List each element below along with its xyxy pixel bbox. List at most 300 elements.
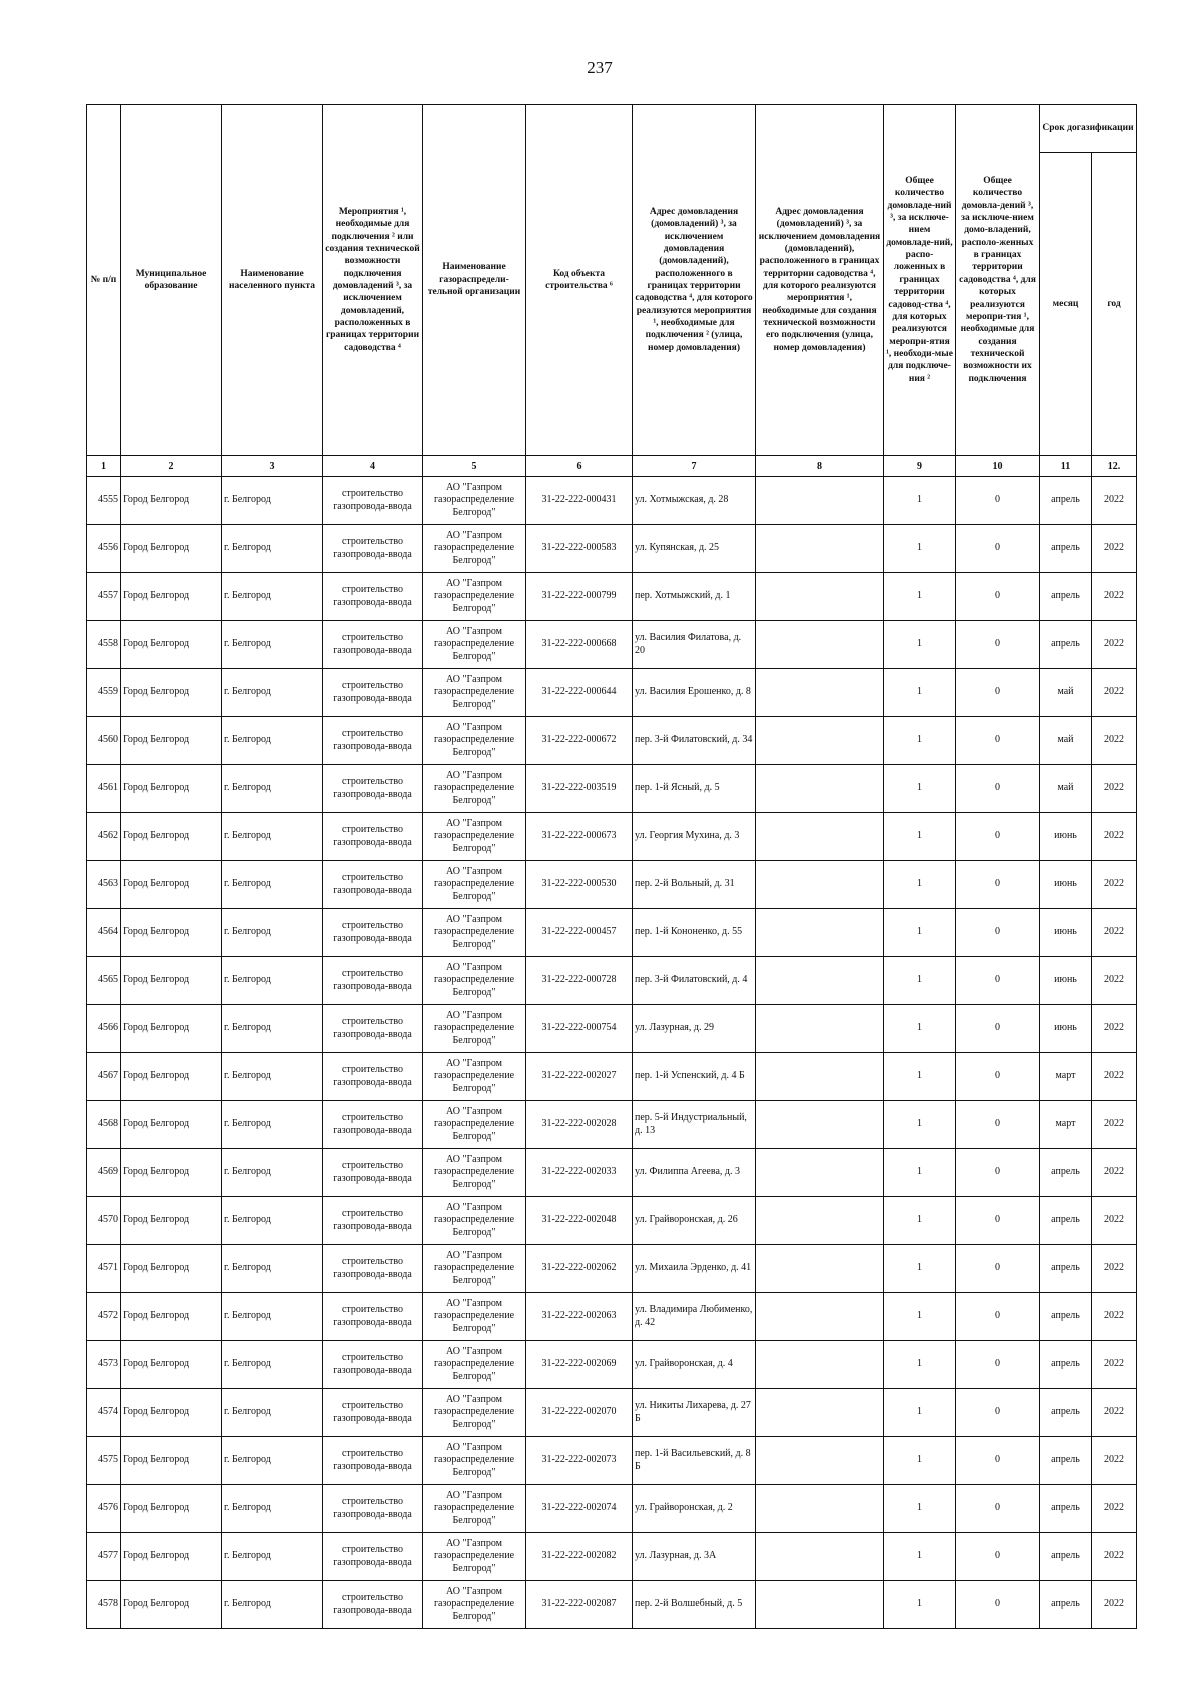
header-gasification-term: Срок догазификации bbox=[1040, 105, 1137, 153]
count-capability-cell: 0 bbox=[956, 909, 1040, 957]
table-row bbox=[87, 1341, 1137, 1389]
address-connection-cell: пер. 5-й Индустриальный, д. 13 bbox=[633, 1101, 756, 1149]
settlement-cell: г. Белгород bbox=[222, 909, 323, 957]
measure-cell: строительство газопровода-ввода bbox=[323, 1437, 423, 1485]
year-cell: 2022 bbox=[1092, 1437, 1137, 1485]
year-cell: 2022 bbox=[1092, 1101, 1137, 1149]
table-row bbox=[87, 1053, 1137, 1101]
year-cell: 2022 bbox=[1092, 669, 1137, 717]
gas-organization-cell: АО "Газпром газораспределение Белгород" bbox=[423, 1485, 526, 1533]
measure-cell: строительство газопровода-ввода bbox=[323, 1293, 423, 1341]
count-connection-cell: 1 bbox=[884, 1245, 956, 1293]
address-capability-cell bbox=[756, 861, 884, 909]
municipality-cell: Город Белгород bbox=[121, 1293, 222, 1341]
table-row bbox=[87, 669, 1137, 717]
measure-cell: строительство газопровода-ввода bbox=[323, 717, 423, 765]
table-row bbox=[87, 1581, 1137, 1629]
address-connection-cell: ул. Грайворонская, д. 26 bbox=[633, 1197, 756, 1245]
address-connection-cell: пер. 2-й Волшебный, д. 5 bbox=[633, 1581, 756, 1629]
column-number: 9 bbox=[884, 456, 956, 477]
column-number: 3 bbox=[222, 456, 323, 477]
settlement-cell: г. Белгород bbox=[222, 477, 323, 525]
month-cell: апрель bbox=[1040, 1197, 1092, 1245]
settlement-cell: г. Белгород bbox=[222, 765, 323, 813]
object-code-cell: 31-22-222-002027 bbox=[526, 1053, 633, 1101]
year-cell: 2022 bbox=[1092, 1293, 1137, 1341]
municipality-cell: Город Белгород bbox=[121, 1101, 222, 1149]
header-month: месяц bbox=[1040, 153, 1092, 456]
table-row bbox=[87, 1197, 1137, 1245]
gas-organization-cell: АО "Газпром газораспределение Белгород" bbox=[423, 477, 526, 525]
count-connection-cell: 1 bbox=[884, 813, 956, 861]
gas-organization-cell: АО "Газпром газораспределение Белгород" bbox=[423, 1053, 526, 1101]
table-row bbox=[87, 621, 1137, 669]
gas-organization-cell: АО "Газпром газораспределение Белгород" bbox=[423, 1437, 526, 1485]
gas-organization-cell: АО "Газпром газораспределение Белгород" bbox=[423, 813, 526, 861]
count-capability-cell: 0 bbox=[956, 1005, 1040, 1053]
gas-organization-cell: АО "Газпром газораспределение Белгород" bbox=[423, 1245, 526, 1293]
column-number: 10 bbox=[956, 456, 1040, 477]
count-capability-cell: 0 bbox=[956, 1389, 1040, 1437]
address-capability-cell bbox=[756, 1389, 884, 1437]
table-row bbox=[87, 1245, 1137, 1293]
address-capability-cell bbox=[756, 573, 884, 621]
settlement-cell: г. Белгород bbox=[222, 1533, 323, 1581]
count-connection-cell: 1 bbox=[884, 957, 956, 1005]
count-capability-cell: 0 bbox=[956, 525, 1040, 573]
measure-cell: строительство газопровода-ввода bbox=[323, 813, 423, 861]
gas-organization-cell: АО "Газпром газораспределение Белгород" bbox=[423, 621, 526, 669]
year-cell: 2022 bbox=[1092, 1485, 1137, 1533]
table-row bbox=[87, 1101, 1137, 1149]
address-connection-cell: ул. Грайворонская, д. 2 bbox=[633, 1485, 756, 1533]
count-connection-cell: 1 bbox=[884, 621, 956, 669]
address-connection-cell: ул. Василия Филатова, д. 20 bbox=[633, 621, 756, 669]
municipality-cell: Город Белгород bbox=[121, 1245, 222, 1293]
table-row bbox=[87, 525, 1137, 573]
table-row bbox=[87, 909, 1137, 957]
table-row bbox=[87, 1005, 1137, 1053]
address-connection-cell: ул. Купянская, д. 25 bbox=[633, 525, 756, 573]
municipality-cell: Город Белгород bbox=[121, 1053, 222, 1101]
row-number-cell: 4577 bbox=[87, 1533, 121, 1581]
address-capability-cell bbox=[756, 669, 884, 717]
measure-cell: строительство газопровода-ввода bbox=[323, 669, 423, 717]
month-cell: июнь bbox=[1040, 1005, 1092, 1053]
gas-organization-cell: АО "Газпром газораспределение Белгород" bbox=[423, 1581, 526, 1629]
settlement-cell: г. Белгород bbox=[222, 1437, 323, 1485]
count-connection-cell: 1 bbox=[884, 1533, 956, 1581]
year-cell: 2022 bbox=[1092, 813, 1137, 861]
address-capability-cell bbox=[756, 1197, 884, 1245]
table-row bbox=[87, 1149, 1137, 1197]
row-number-cell: 4571 bbox=[87, 1245, 121, 1293]
address-connection-cell: пер. 1-й Кононенко, д. 55 bbox=[633, 909, 756, 957]
settlement-cell: г. Белгород bbox=[222, 1197, 323, 1245]
measure-cell: строительство газопровода-ввода bbox=[323, 621, 423, 669]
measure-cell: строительство газопровода-ввода bbox=[323, 1149, 423, 1197]
count-connection-cell: 1 bbox=[884, 1053, 956, 1101]
settlement-cell: г. Белгород bbox=[222, 717, 323, 765]
address-capability-cell bbox=[756, 1533, 884, 1581]
count-connection-cell: 1 bbox=[884, 861, 956, 909]
object-code-cell: 31-22-222-000673 bbox=[526, 813, 633, 861]
address-connection-cell: ул. Георгия Мухина, д. 3 bbox=[633, 813, 756, 861]
object-code-cell: 31-22-222-000799 bbox=[526, 573, 633, 621]
row-number-cell: 4572 bbox=[87, 1293, 121, 1341]
row-number-cell: 4574 bbox=[87, 1389, 121, 1437]
year-cell: 2022 bbox=[1092, 909, 1137, 957]
gas-organization-cell: АО "Газпром газораспределение Белгород" bbox=[423, 1389, 526, 1437]
year-cell: 2022 bbox=[1092, 573, 1137, 621]
count-connection-cell: 1 bbox=[884, 765, 956, 813]
municipality-cell: Город Белгород bbox=[121, 1437, 222, 1485]
count-capability-cell: 0 bbox=[956, 1293, 1040, 1341]
header-number: № п/п bbox=[87, 105, 121, 456]
header-municipality: Муниципальное образование bbox=[121, 105, 222, 456]
settlement-cell: г. Белгород bbox=[222, 861, 323, 909]
address-capability-cell bbox=[756, 957, 884, 1005]
object-code-cell: 31-22-222-002087 bbox=[526, 1581, 633, 1629]
row-number-cell: 4566 bbox=[87, 1005, 121, 1053]
year-cell: 2022 bbox=[1092, 1341, 1137, 1389]
object-code-cell: 31-22-222-000644 bbox=[526, 669, 633, 717]
page-number: 237 bbox=[587, 58, 613, 77]
object-code-cell: 31-22-222-002048 bbox=[526, 1197, 633, 1245]
settlement-cell: г. Белгород bbox=[222, 1053, 323, 1101]
address-capability-cell bbox=[756, 1005, 884, 1053]
table-row bbox=[87, 1437, 1137, 1485]
table-row bbox=[87, 477, 1137, 525]
month-cell: апрель bbox=[1040, 477, 1092, 525]
header-address-capability: Адрес домовладения (домовладений) ³, за исключением домовладения (домовладений), расположенного в границах территории садоводства ⁴, для которого реализуются мероприятия ¹, необходимые для создания технической возможности его подключения (улица, номер домовладения) bbox=[756, 105, 884, 456]
count-connection-cell: 1 bbox=[884, 477, 956, 525]
municipality-cell: Город Белгород bbox=[121, 909, 222, 957]
count-capability-cell: 0 bbox=[956, 813, 1040, 861]
municipality-cell: Город Белгород bbox=[121, 1341, 222, 1389]
year-cell: 2022 bbox=[1092, 477, 1137, 525]
table-row bbox=[87, 1533, 1137, 1581]
row-number-cell: 4569 bbox=[87, 1149, 121, 1197]
settlement-cell: г. Белгород bbox=[222, 1245, 323, 1293]
header-settlement: Наименование населенного пункта bbox=[222, 105, 323, 456]
year-cell: 2022 bbox=[1092, 525, 1137, 573]
row-number-cell: 4555 bbox=[87, 477, 121, 525]
table-row bbox=[87, 573, 1137, 621]
count-connection-cell: 1 bbox=[884, 1293, 956, 1341]
object-code-cell: 31-22-222-002028 bbox=[526, 1101, 633, 1149]
address-connection-cell: ул. Лазурная, д. 29 bbox=[633, 1005, 756, 1053]
count-capability-cell: 0 bbox=[956, 1197, 1040, 1245]
table-row bbox=[87, 1389, 1137, 1437]
count-connection-cell: 1 bbox=[884, 669, 956, 717]
count-capability-cell: 0 bbox=[956, 1149, 1040, 1197]
year-cell: 2022 bbox=[1092, 861, 1137, 909]
gas-organization-cell: АО "Газпром газораспределение Белгород" bbox=[423, 1533, 526, 1581]
row-number-cell: 4575 bbox=[87, 1437, 121, 1485]
count-capability-cell: 0 bbox=[956, 477, 1040, 525]
object-code-cell: 31-22-222-000530 bbox=[526, 861, 633, 909]
month-cell: май bbox=[1040, 765, 1092, 813]
measure-cell: строительство газопровода-ввода bbox=[323, 1389, 423, 1437]
gas-organization-cell: АО "Газпром газораспределение Белгород" bbox=[423, 1341, 526, 1389]
year-cell: 2022 bbox=[1092, 1389, 1137, 1437]
header-object-code: Код объекта строительства ⁶ bbox=[526, 105, 633, 456]
measure-cell: строительство газопровода-ввода bbox=[323, 765, 423, 813]
object-code-cell: 31-22-222-000668 bbox=[526, 621, 633, 669]
object-code-cell: 31-22-222-002073 bbox=[526, 1437, 633, 1485]
table-row bbox=[87, 813, 1137, 861]
address-capability-cell bbox=[756, 909, 884, 957]
count-connection-cell: 1 bbox=[884, 909, 956, 957]
measure-cell: строительство газопровода-ввода bbox=[323, 1005, 423, 1053]
settlement-cell: г. Белгород bbox=[222, 1389, 323, 1437]
object-code-cell: 31-22-222-003519 bbox=[526, 765, 633, 813]
count-capability-cell: 0 bbox=[956, 765, 1040, 813]
year-cell: 2022 bbox=[1092, 1533, 1137, 1581]
address-capability-cell bbox=[756, 1101, 884, 1149]
address-connection-cell: пер. 1-й Васильевский, д. 8 Б bbox=[633, 1437, 756, 1485]
month-cell: апрель bbox=[1040, 1341, 1092, 1389]
year-cell: 2022 bbox=[1092, 1581, 1137, 1629]
count-connection-cell: 1 bbox=[884, 1581, 956, 1629]
settlement-cell: г. Белгород bbox=[222, 957, 323, 1005]
row-number-cell: 4560 bbox=[87, 717, 121, 765]
object-code-cell: 31-22-222-000754 bbox=[526, 1005, 633, 1053]
count-capability-cell: 0 bbox=[956, 957, 1040, 1005]
count-connection-cell: 1 bbox=[884, 1485, 956, 1533]
month-cell: апрель bbox=[1040, 621, 1092, 669]
address-capability-cell bbox=[756, 525, 884, 573]
municipality-cell: Город Белгород bbox=[121, 1389, 222, 1437]
municipality-cell: Город Белгород bbox=[121, 1581, 222, 1629]
month-cell: апрель bbox=[1040, 1245, 1092, 1293]
gas-organization-cell: АО "Газпром газораспределение Белгород" bbox=[423, 1101, 526, 1149]
table-row bbox=[87, 717, 1137, 765]
year-cell: 2022 bbox=[1092, 1005, 1137, 1053]
address-capability-cell bbox=[756, 1581, 884, 1629]
month-cell: май bbox=[1040, 717, 1092, 765]
count-capability-cell: 0 bbox=[956, 573, 1040, 621]
header-count-capability: Общее количество домовла-дений ³, за исключе-нием домо-владений, располо-женных в границах территории садоводства ⁴, для которых реализуются меропри-тия ¹, необходимые для создания технической возможности их подключения bbox=[956, 105, 1040, 456]
measure-cell: строительство газопровода-ввода bbox=[323, 909, 423, 957]
count-capability-cell: 0 bbox=[956, 669, 1040, 717]
measure-cell: строительство газопровода-ввода bbox=[323, 1245, 423, 1293]
address-connection-cell: ул. Владимира Любименко, д. 42 bbox=[633, 1293, 756, 1341]
address-connection-cell: ул. Михаила Эрденко, д. 41 bbox=[633, 1245, 756, 1293]
column-number: 8 bbox=[756, 456, 884, 477]
gas-organization-cell: АО "Газпром газораспределение Белгород" bbox=[423, 1149, 526, 1197]
address-capability-cell bbox=[756, 1245, 884, 1293]
measure-cell: строительство газопровода-ввода bbox=[323, 1581, 423, 1629]
municipality-cell: Город Белгород bbox=[121, 525, 222, 573]
count-connection-cell: 1 bbox=[884, 1389, 956, 1437]
municipality-cell: Город Белгород bbox=[121, 1197, 222, 1245]
gas-organization-cell: АО "Газпром газораспределение Белгород" bbox=[423, 957, 526, 1005]
row-number-cell: 4567 bbox=[87, 1053, 121, 1101]
row-number-cell: 4564 bbox=[87, 909, 121, 957]
address-capability-cell bbox=[756, 621, 884, 669]
address-connection-cell: ул. Филиппа Агеева, д. 3 bbox=[633, 1149, 756, 1197]
measure-cell: строительство газопровода-ввода bbox=[323, 1101, 423, 1149]
month-cell: апрель bbox=[1040, 1149, 1092, 1197]
address-capability-cell bbox=[756, 1293, 884, 1341]
column-number: 11 bbox=[1040, 456, 1092, 477]
row-number-cell: 4565 bbox=[87, 957, 121, 1005]
object-code-cell: 31-22-222-002070 bbox=[526, 1389, 633, 1437]
column-number: 12. bbox=[1092, 456, 1137, 477]
object-code-cell: 31-22-222-000431 bbox=[526, 477, 633, 525]
header-measures: Мероприятия ¹, необходимые для подключения ² или создания технической возможности подключения домовладений ³, за исключением домовладений, расположенных в границах территории садоводства ⁴ bbox=[323, 105, 423, 456]
gas-organization-cell: АО "Газпром газораспределение Белгород" bbox=[423, 717, 526, 765]
settlement-cell: г. Белгород bbox=[222, 669, 323, 717]
row-number-cell: 4557 bbox=[87, 573, 121, 621]
month-cell: апрель bbox=[1040, 1293, 1092, 1341]
gas-organization-cell: АО "Газпром газораспределение Белгород" bbox=[423, 1293, 526, 1341]
row-number-cell: 4561 bbox=[87, 765, 121, 813]
count-connection-cell: 1 bbox=[884, 717, 956, 765]
address-connection-cell: пер. 1-й Успенский, д. 4 Б bbox=[633, 1053, 756, 1101]
address-capability-cell bbox=[756, 765, 884, 813]
row-number-cell: 4562 bbox=[87, 813, 121, 861]
table-row bbox=[87, 1485, 1137, 1533]
month-cell: март bbox=[1040, 1101, 1092, 1149]
measure-cell: строительство газопровода-ввода bbox=[323, 477, 423, 525]
year-cell: 2022 bbox=[1092, 1053, 1137, 1101]
table-row bbox=[87, 957, 1137, 1005]
address-connection-cell: ул. Василия Ерошенко, д. 8 bbox=[633, 669, 756, 717]
count-capability-cell: 0 bbox=[956, 717, 1040, 765]
row-number-cell: 4556 bbox=[87, 525, 121, 573]
count-capability-cell: 0 bbox=[956, 621, 1040, 669]
address-capability-cell bbox=[756, 1053, 884, 1101]
address-capability-cell bbox=[756, 1437, 884, 1485]
settlement-cell: г. Белгород bbox=[222, 1293, 323, 1341]
address-capability-cell bbox=[756, 813, 884, 861]
count-capability-cell: 0 bbox=[956, 1581, 1040, 1629]
object-code-cell: 31-22-222-000672 bbox=[526, 717, 633, 765]
gas-organization-cell: АО "Газпром газораспределение Белгород" bbox=[423, 573, 526, 621]
settlement-cell: г. Белгород bbox=[222, 1005, 323, 1053]
gas-organization-cell: АО "Газпром газораспределение Белгород" bbox=[423, 909, 526, 957]
header-address-connection: Адрес домовладения (домовладений) ³, за исключением домовладения (домовладений), расположенного в границах территории садоводства ⁴, для которого реализуются мероприятия ¹, необходимые для подключения ² (улица, номер домовладения) bbox=[633, 105, 756, 456]
count-connection-cell: 1 bbox=[884, 1005, 956, 1053]
year-cell: 2022 bbox=[1092, 1149, 1137, 1197]
column-numbers-row bbox=[87, 456, 1137, 477]
header-year: год bbox=[1092, 153, 1137, 456]
count-capability-cell: 0 bbox=[956, 1101, 1040, 1149]
month-cell: июнь bbox=[1040, 813, 1092, 861]
count-capability-cell: 0 bbox=[956, 1485, 1040, 1533]
object-code-cell: 31-22-222-000457 bbox=[526, 909, 633, 957]
measure-cell: строительство газопровода-ввода bbox=[323, 1533, 423, 1581]
column-number: 5 bbox=[423, 456, 526, 477]
table-row bbox=[87, 765, 1137, 813]
gas-organization-cell: АО "Газпром газораспределение Белгород" bbox=[423, 669, 526, 717]
month-cell: апрель bbox=[1040, 525, 1092, 573]
count-connection-cell: 1 bbox=[884, 525, 956, 573]
settlement-cell: г. Белгород bbox=[222, 1101, 323, 1149]
count-connection-cell: 1 bbox=[884, 1149, 956, 1197]
column-number: 1 bbox=[87, 456, 121, 477]
measure-cell: строительство газопровода-ввода bbox=[323, 957, 423, 1005]
gas-organization-cell: АО "Газпром газораспределение Белгород" bbox=[423, 1197, 526, 1245]
municipality-cell: Город Белгород bbox=[121, 1485, 222, 1533]
object-code-cell: 31-22-222-002062 bbox=[526, 1245, 633, 1293]
address-connection-cell: ул. Лазурная, д. 3А bbox=[633, 1533, 756, 1581]
row-number-cell: 4578 bbox=[87, 1581, 121, 1629]
gas-organization-cell: АО "Газпром газораспределение Белгород" bbox=[423, 765, 526, 813]
month-cell: апрель bbox=[1040, 1533, 1092, 1581]
address-capability-cell bbox=[756, 1341, 884, 1389]
object-code-cell: 31-22-222-002063 bbox=[526, 1293, 633, 1341]
municipality-cell: Город Белгород bbox=[121, 957, 222, 1005]
municipality-cell: Город Белгород bbox=[121, 1149, 222, 1197]
gas-organization-cell: АО "Газпром газораспределение Белгород" bbox=[423, 861, 526, 909]
address-capability-cell bbox=[756, 1485, 884, 1533]
municipality-cell: Город Белгород bbox=[121, 477, 222, 525]
address-connection-cell: пер. 2-й Вольный, д. 31 bbox=[633, 861, 756, 909]
year-cell: 2022 bbox=[1092, 717, 1137, 765]
year-cell: 2022 bbox=[1092, 621, 1137, 669]
object-code-cell: 31-22-222-002074 bbox=[526, 1485, 633, 1533]
count-capability-cell: 0 bbox=[956, 861, 1040, 909]
measure-cell: строительство газопровода-ввода bbox=[323, 525, 423, 573]
measure-cell: строительство газопровода-ввода bbox=[323, 1053, 423, 1101]
header-count-connection: Общее количество домовладе-ний ³, за исключе-нием домовладе-ний, распо-ложенных в границах территории садовод-ства ⁴, для которых реализуются меропри-ятия ¹, необходи-мые для подключе-ния ² bbox=[884, 105, 956, 456]
municipality-cell: Город Белгород bbox=[121, 717, 222, 765]
table-row bbox=[87, 1293, 1137, 1341]
settlement-cell: г. Белгород bbox=[222, 525, 323, 573]
count-capability-cell: 0 bbox=[956, 1341, 1040, 1389]
row-number-cell: 4573 bbox=[87, 1341, 121, 1389]
gasification-table bbox=[86, 104, 1137, 1629]
row-number-cell: 4570 bbox=[87, 1197, 121, 1245]
settlement-cell: г. Белгород bbox=[222, 1341, 323, 1389]
row-number-cell: 4559 bbox=[87, 669, 121, 717]
measure-cell: строительство газопровода-ввода bbox=[323, 1485, 423, 1533]
month-cell: апрель bbox=[1040, 1389, 1092, 1437]
municipality-cell: Город Белгород bbox=[121, 669, 222, 717]
object-code-cell: 31-22-222-002033 bbox=[526, 1149, 633, 1197]
month-cell: март bbox=[1040, 1053, 1092, 1101]
month-cell: апрель bbox=[1040, 1485, 1092, 1533]
year-cell: 2022 bbox=[1092, 957, 1137, 1005]
year-cell: 2022 bbox=[1092, 765, 1137, 813]
row-number-cell: 4563 bbox=[87, 861, 121, 909]
settlement-cell: г. Белгород bbox=[222, 573, 323, 621]
table-body bbox=[87, 477, 1137, 1629]
count-capability-cell: 0 bbox=[956, 1053, 1040, 1101]
header-gas-organization: Наименование газораспредели-тельной организации bbox=[423, 105, 526, 456]
object-code-cell: 31-22-222-000583 bbox=[526, 525, 633, 573]
year-cell: 2022 bbox=[1092, 1245, 1137, 1293]
count-connection-cell: 1 bbox=[884, 1197, 956, 1245]
settlement-cell: г. Белгород bbox=[222, 1485, 323, 1533]
municipality-cell: Город Белгород bbox=[121, 1533, 222, 1581]
gas-organization-cell: АО "Газпром газораспределение Белгород" bbox=[423, 1005, 526, 1053]
municipality-cell: Город Белгород bbox=[121, 573, 222, 621]
count-capability-cell: 0 bbox=[956, 1437, 1040, 1485]
month-cell: июнь bbox=[1040, 957, 1092, 1005]
month-cell: июнь bbox=[1040, 909, 1092, 957]
address-connection-cell: пер. Хотмыжский, д. 1 bbox=[633, 573, 756, 621]
table-row bbox=[87, 861, 1137, 909]
municipality-cell: Город Белгород bbox=[121, 621, 222, 669]
month-cell: апрель bbox=[1040, 1437, 1092, 1485]
month-cell: май bbox=[1040, 669, 1092, 717]
count-capability-cell: 0 bbox=[956, 1245, 1040, 1293]
